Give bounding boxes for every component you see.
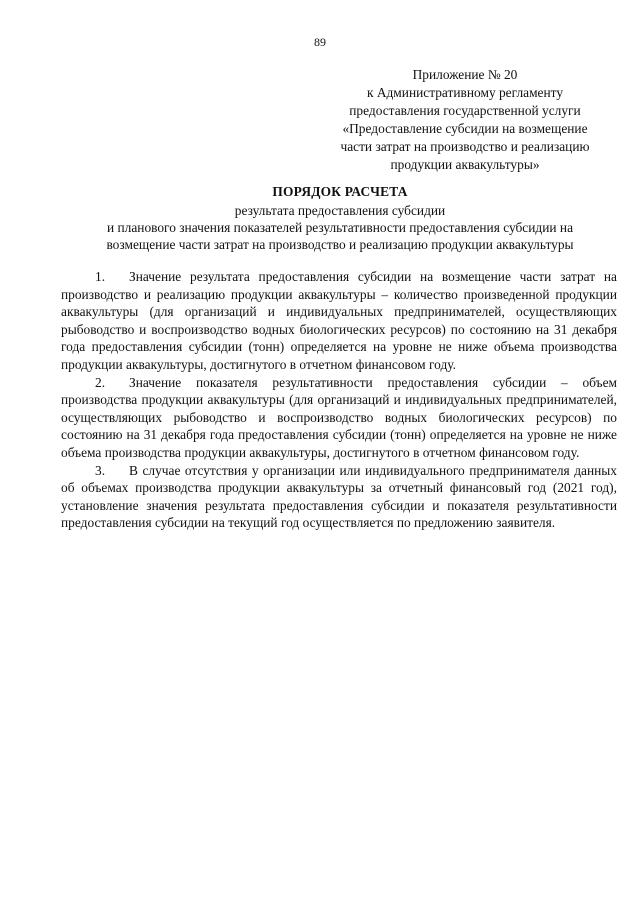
page-number: 89 [314,35,326,49]
paragraph-number: 2. [95,374,106,390]
paragraph-text: Значение результата предоставления субсидии на возмещение части затрат на производство и реализацию продукции аквакультуры – количество произведенной продукции аквакультуры (для организаций и индивидуальных предпринимателей, осуществляющих рыбоводство и воспроизводство водных биологических ресурсов) по состоянию на 31 декабря года предоставления субсидии (тонн) определяется на уровне не ниже объема производства продукции аквакультуры, достигнутого в отчетном финансовом году. [61,269,617,372]
document-subtitle [0,202,640,253]
subtitle-line: возмещение части затрат на производство и реализацию продукции аквакультуры [106,237,574,252]
subtitle-line: и планового значения показателей результативности предоставления субсидии на [106,220,574,235]
annex-block [318,66,612,174]
paragraph-text: В случае отсутствия у организации или индивидуального предпринимателя данных об объемах производства продукции аквакультуры за отчетный финансовый год (2021 год), установление значения результата предоставления субсидии и показателя результативности предоставления субсидии на текущий год осуществляется по предложению заявителя. [61,462,617,531]
subtitle-line: результата предоставления субсидии [234,203,446,218]
annex-line: Приложение № 20 [412,67,518,82]
paragraph-text: Значение показателя результативности предоставления субсидии – объем производства продукции аквакультуры (для организаций и индивидуальных предпринимателей, осуществляющих рыбоводство и воспроизводство водных биологических ресурсов) по состоянию на 31 декабря года предоставления субсидии (тонн) определяется на уровне не ниже объема производства продукции аквакультуры, достигнутого в отчетном финансовом году. [61,374,617,460]
paragraph-1 [61,268,617,374]
annex-line: части затрат на производство и реализацию [340,139,590,154]
paragraph-3 [61,462,617,532]
annex-line: «Предоставление субсидии на возмещение [342,121,588,136]
paragraph-number: 1. [95,269,106,284]
body-text [61,268,617,532]
annex-line: к Административному регламенту [366,85,564,100]
paragraph-2 [61,374,617,462]
annex-line: предоставления государственной услуги [349,103,581,118]
paragraph-number: 3. [95,462,106,478]
document-title: ПОРЯДОК РАСЧЕТА [272,184,408,199]
annex-line: продукции аквакультуры» [390,157,540,172]
